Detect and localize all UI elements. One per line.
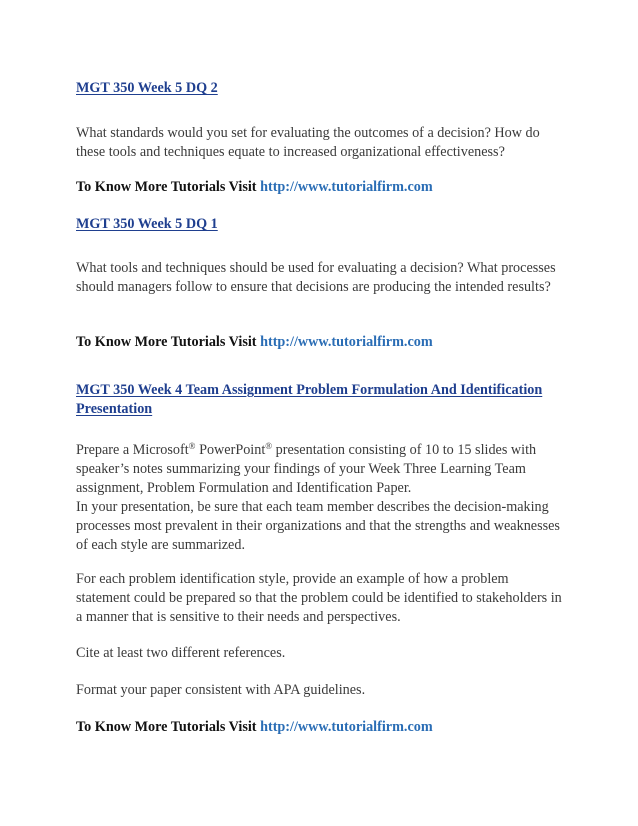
text-run: PowerPoint [195, 442, 266, 458]
visit-line-3 [76, 718, 566, 737]
paragraph-apa-format: Format your paper consistent with APA guidelines. [76, 682, 366, 698]
visit-label: To Know More Tutorials Visit [76, 179, 261, 195]
visit-label: To Know More Tutorials Visit [76, 334, 261, 350]
paragraph-presentation-instructions [76, 441, 566, 555]
text-run: Prepare a Microsoft [76, 442, 189, 458]
visit-line-2 [76, 333, 566, 352]
heading-week5-dq2[interactable]: MGT 350 Week 5 DQ 2 [76, 80, 218, 96]
paragraph-dq1-question: What tools and techniques should be used for evaluating a decision? What processes should managers follow to ensure that decisions are producing the intended results? [76, 260, 556, 295]
paragraph-references: Cite at least two different references. [76, 645, 286, 661]
text-run: In your presentation, be sure that each team member describes the decision-making processes most prevalent in their organizations and that the strengths and weaknesses of each style are summarized. [76, 499, 560, 553]
tutorialfirm-link[interactable]: http://www.tutorialfirm.com [260, 719, 433, 735]
heading-week4-team-assignment[interactable]: MGT 350 Week 4 Team Assignment Problem Formulation And Identification Presentation [76, 382, 543, 417]
visit-line-1 [76, 178, 566, 197]
tutorialfirm-link[interactable]: http://www.tutorialfirm.com [260, 179, 433, 195]
paragraph-problem-statement: For each problem identification style, provide an example of how a problem statement could be prepared so that the problem could be identified to stakeholders in a manner that is sensitive to their needs and perspectives. [76, 571, 562, 625]
heading-week5-dq1[interactable]: MGT 350 Week 5 DQ 1 [76, 216, 218, 232]
registered-mark: ® [188, 441, 196, 451]
text-run: presentation consisting of 10 to 15 slides with speaker’s notes summarizing your findings of your Week Three Learning Team assignment, Problem Formulation and Identification Paper. [76, 442, 537, 496]
visit-label: To Know More Tutorials Visit [76, 719, 261, 735]
paragraph-dq2-question: What standards would you set for evaluating the outcomes of a decision? How do these tools and techniques equate to increased organizational effectiveness? [76, 125, 540, 160]
registered-mark: ® [265, 441, 273, 451]
tutorialfirm-link[interactable]: http://www.tutorialfirm.com [260, 334, 433, 350]
